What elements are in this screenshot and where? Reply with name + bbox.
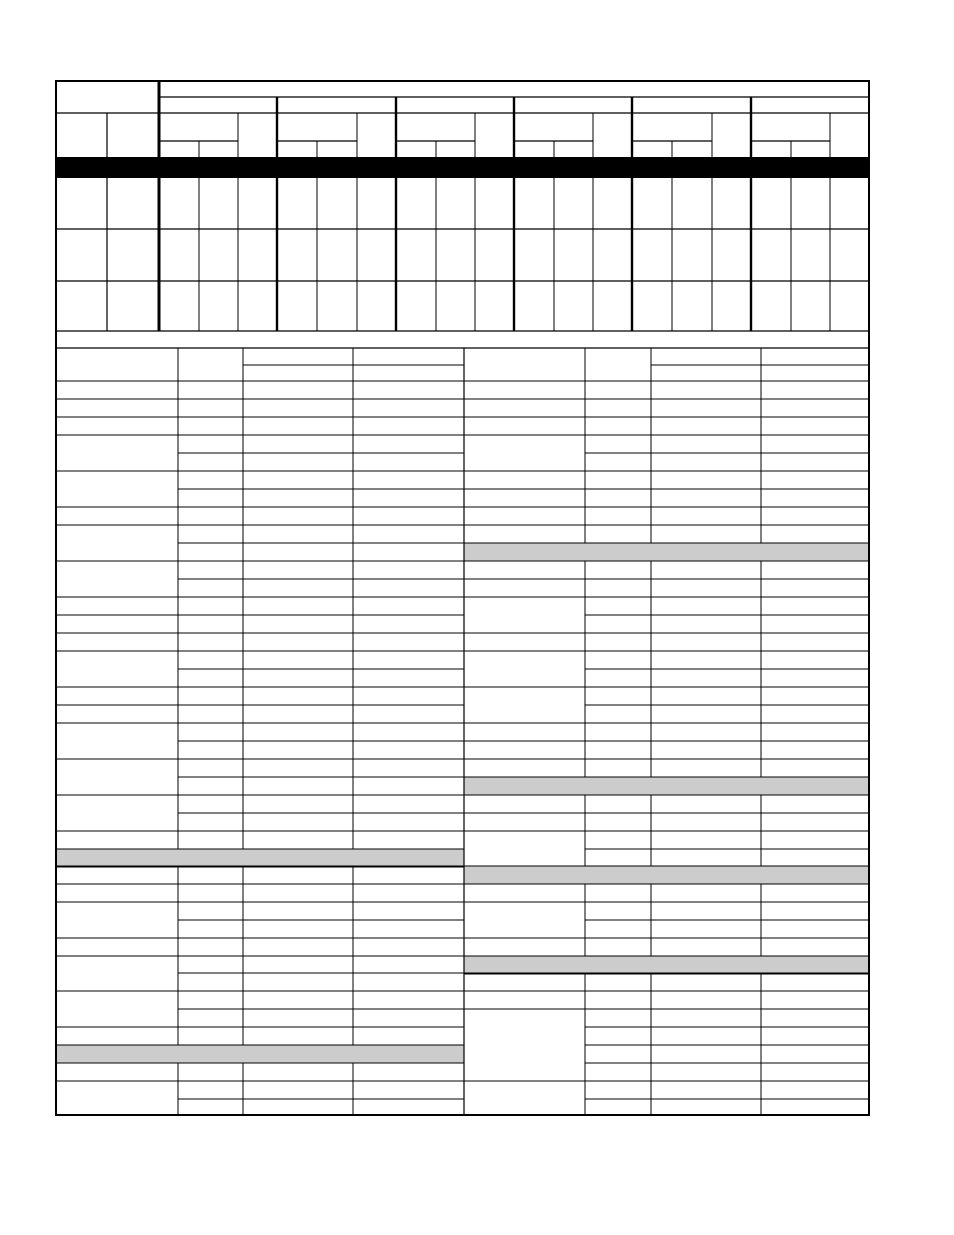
- lower-grid-table: [56, 348, 869, 1115]
- section-header-row: [56, 1045, 464, 1063]
- section-header-row: [464, 543, 869, 561]
- section-header-row: [464, 866, 869, 884]
- upper-grid-table: [56, 81, 869, 331]
- section-header-row: [56, 849, 464, 867]
- section-header-row: [464, 956, 869, 974]
- black-header-band: [56, 157, 869, 178]
- section-header-row: [464, 777, 869, 795]
